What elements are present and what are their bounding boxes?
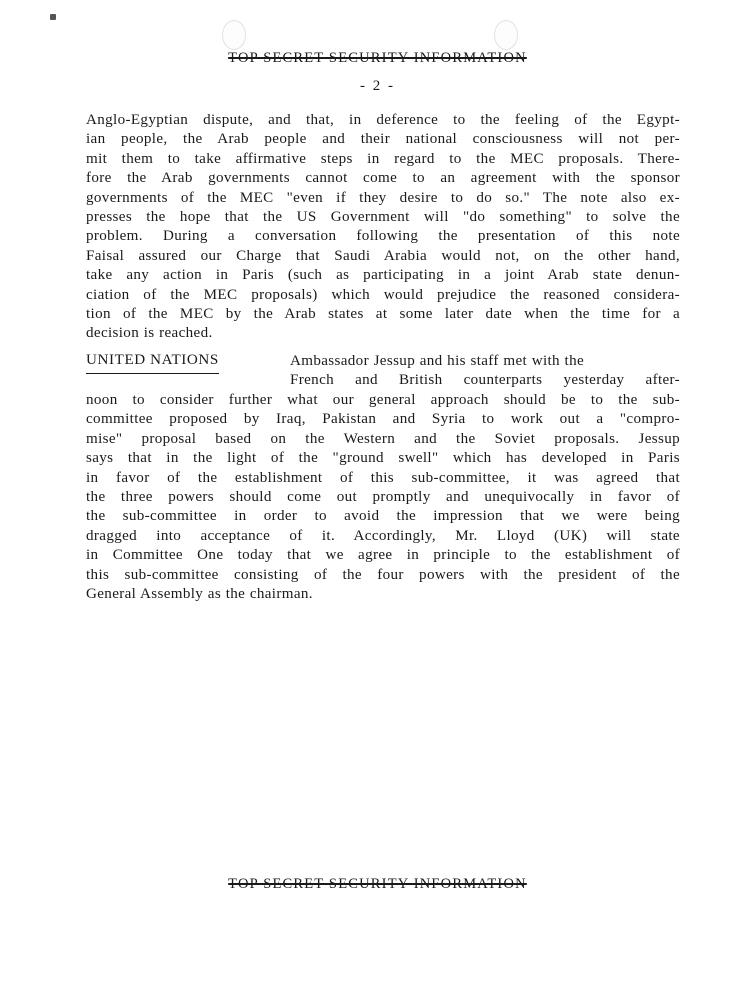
footer-classification: TOP SECRET SECURITY INFORMATION [228,876,527,892]
text-line: French and British counterparts yesterday after- [290,372,680,389]
text-line: tion of the MEC by the Arab states at some later date when the time for a [86,306,680,323]
un-section-first-lines [290,352,680,391]
text-line: says that in the light of the "ground swell" which has developed in Paris [86,450,680,467]
text-line: governments of the MEC "even if they desire to do so." The note also ex- [86,189,680,206]
text-line: take any action in Paris (such as participating in a joint Arab state denun- [86,267,680,284]
punch-hole-right [494,20,518,50]
text-line: in Committee One today that we agree in principle to the establishment of [86,547,680,564]
text-line: ciation of the MEC proposals) which would prejudice the reasoned considera- [86,286,680,303]
text-line: Ambassador Jessup and his staff met with the [290,353,585,369]
text-line: dragged into acceptance of it. Accordingly, Mr. Lloyd (UK) will state [86,527,680,544]
text-line: presses the hope that the US Government will "do something" to solve the [86,209,680,226]
arab-section-paragraph [86,111,680,344]
text-line: General Assembly as the chairman. [86,586,313,603]
text-line: mise" proposal based on the Western and the Soviet proposals. Jessup [86,430,680,447]
text-line: noon to consider further what our general approach should be to the sub- [86,392,680,408]
un-section-paragraph [86,391,680,604]
scan-mark [50,14,56,20]
text-line: Anglo-Egyptian dispute, and that, in deference to the feeling of the Egypt- [86,112,680,128]
punch-hole-left [222,20,246,50]
text-line: fore the Arab governments cannot come to an agreement with the sponsor [86,170,680,187]
text-line: mit them to take affirmative steps in regard to the MEC proposals. There- [86,150,680,167]
header-classification: TOP SECRET SECURITY INFORMATION [228,50,527,66]
text-line: problem. During a conversation following the presentation of this note [86,228,680,245]
text-line: committee proposed by Iraq, Pakistan and Syria to work out a "compro- [86,411,680,428]
text-line: ian people, the Arab people and their national consciousness will not per- [86,131,680,148]
text-line: the sub-committee in order to avoid the impression that we were being [86,508,680,525]
text-line: in favor of the establishment of this sub-committee, it was agreed that [86,469,680,486]
text-line: the three powers should come out promptly and unequivocally in favor of [86,489,680,506]
section-heading-united-nations: UNITED NATIONS [86,352,219,374]
text-line: Faisal assured our Charge that Saudi Arabia would not, on the other hand, [86,247,680,264]
page-number: - 2 - [360,78,395,94]
text-line: this sub-committee consisting of the four powers with the president of the [86,566,680,583]
text-line: decision is reached. [86,325,213,342]
